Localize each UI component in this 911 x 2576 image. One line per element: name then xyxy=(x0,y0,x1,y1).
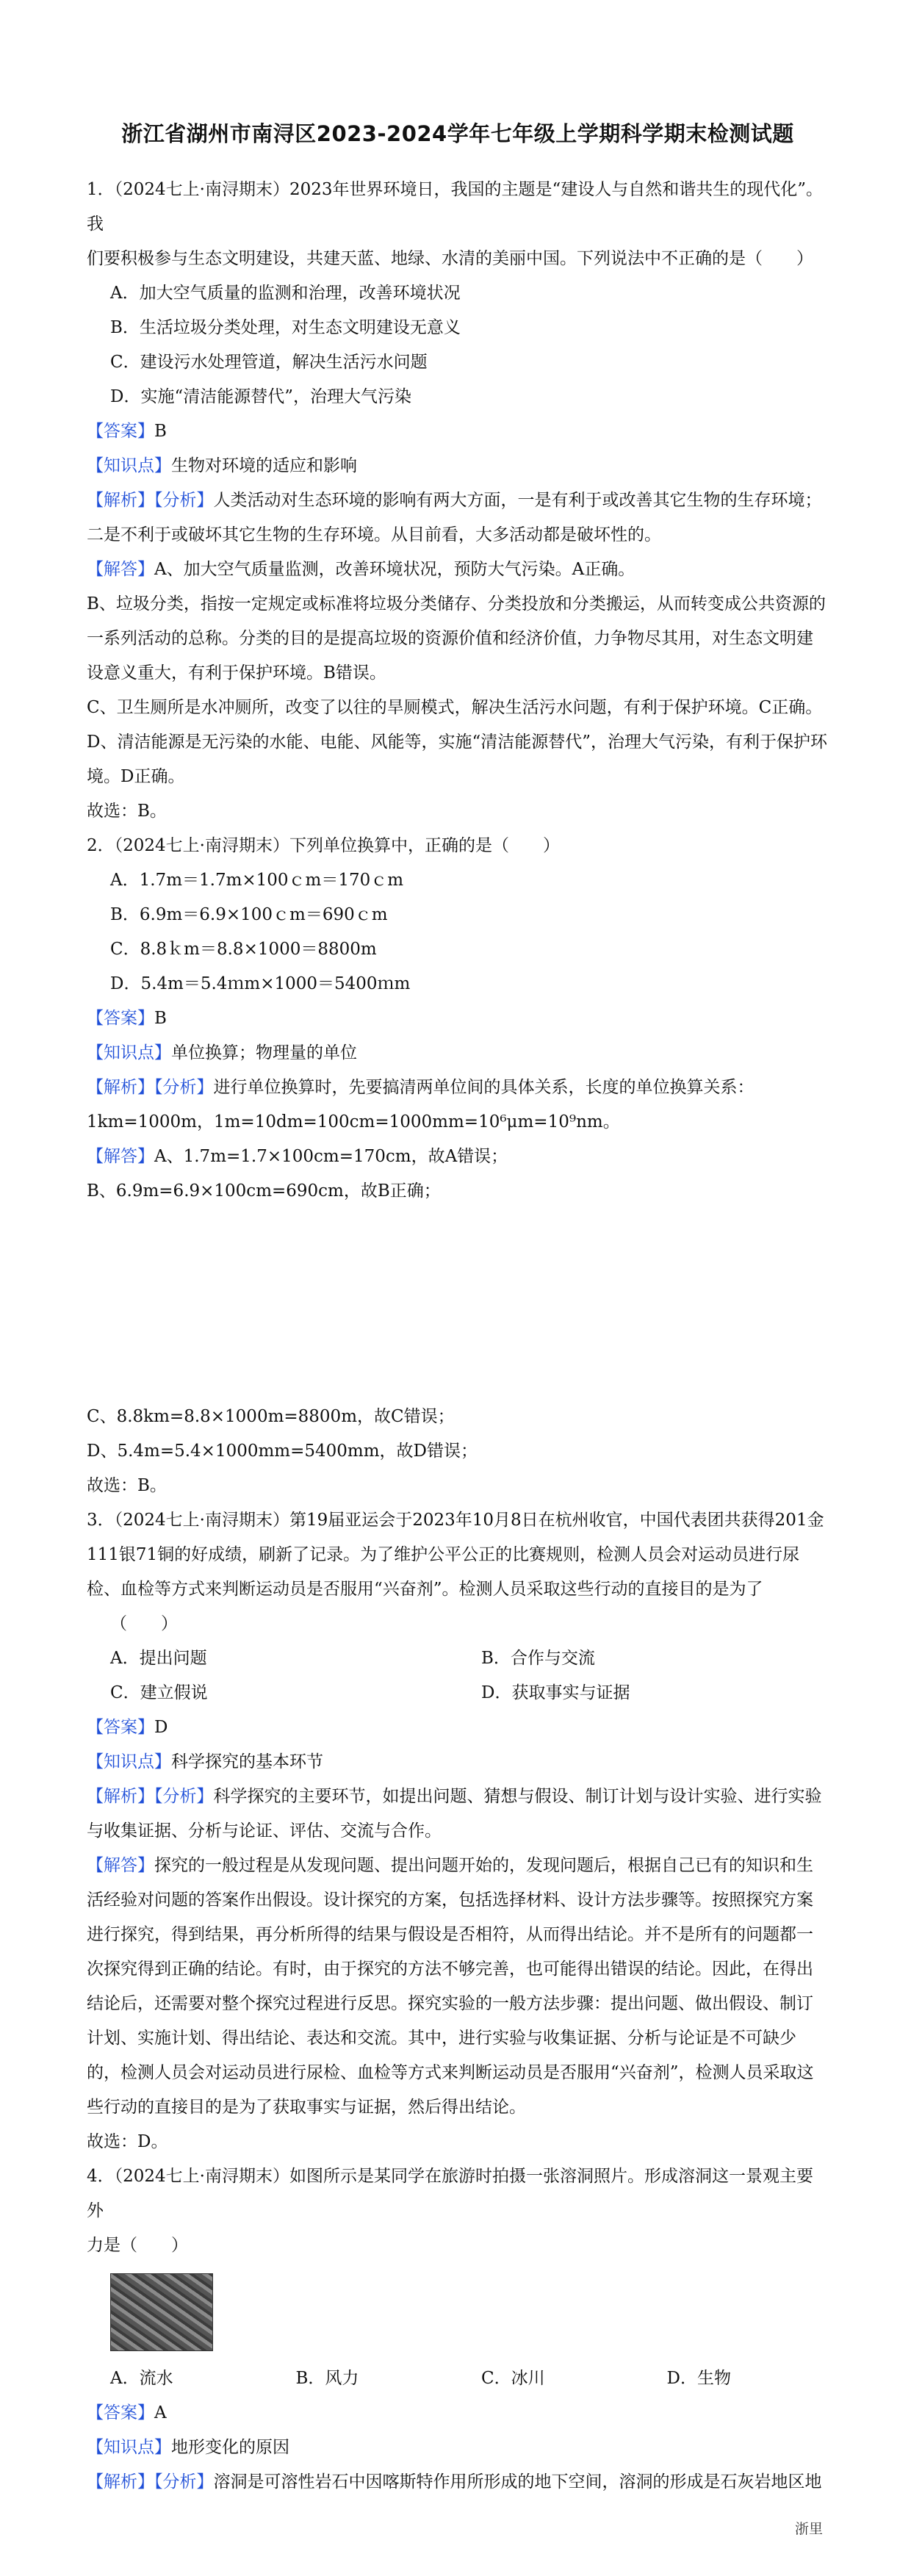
analysis-tag: 【解析】【分析】 xyxy=(87,1787,214,1806)
q1-line: 境。D正确。 xyxy=(87,767,185,786)
q3-option-b: B．合作与交流 xyxy=(481,1649,595,1668)
q2-solution-text: A、1.7m=1.7×100cm=170cm，故A错误； xyxy=(154,1147,508,1166)
q3-analysis-text: 科学探究的主要环节，如提出问题、猜想与假设、制订计划与设计实验、进行实验 xyxy=(213,1787,822,1806)
q2-option-a: A．1.7m＝1.7m×100ｃm＝170ｃm xyxy=(110,871,404,890)
q1-option-a: A．加大空气质量的监测和治理，改善环境状况 xyxy=(110,284,461,303)
q4-kp-text: 地形变化的原因 xyxy=(171,2438,289,2457)
cave-photo xyxy=(110,2273,213,2351)
q4-analysis-text: 溶洞是可溶性岩石中因喀斯特作用所形成的地下空间，溶洞的形成是石灰岩地区地 xyxy=(213,2472,822,2492)
q4-options-row xyxy=(87,2361,829,2396)
q1-stem-line-1: 1．（2024七上·南浔期末）2023年世界环境日，我国的主题是“建设人与自然和谐共生的现代化”。我 xyxy=(87,180,824,234)
q3-option-d: D．获取事实与证据 xyxy=(481,1683,630,1702)
q3-answer xyxy=(87,1710,829,1745)
solution-tag: 【解答】 xyxy=(87,1147,154,1166)
q3-solution-line-1 xyxy=(87,1849,829,1883)
q1-answer-value: B xyxy=(154,422,167,441)
q4-answer xyxy=(87,2396,829,2431)
q1-stem-line-2: 们要积极参与生态文明建设，共建天蓝、地绿、水清的美丽中国。下列说法中不正确的是（ ） xyxy=(87,249,813,268)
q2-analysis-text: 进行单位换算时，先要搞清两单位间的具体关系，长度的单位换算关系： xyxy=(213,1078,755,1097)
q2-option-d: D．5.4m＝5.4ｍm×1000＝5400ｍm xyxy=(110,974,411,993)
q3-option-a: A．提出问题 xyxy=(110,1649,207,1668)
knowledge-tag: 【知识点】 xyxy=(87,456,171,475)
analysis-tag: 【解析】【分析】 xyxy=(87,1078,214,1097)
answer-tag: 【答案】 xyxy=(87,422,154,441)
answer-tag: 【答案】 xyxy=(87,1009,154,1028)
knowledge-tag: 【知识点】 xyxy=(87,1752,171,1771)
page-title: 浙江省湖州市南浔区2023-2024学年七年级上学期科学期末检测试题 xyxy=(121,121,794,146)
q3-kp-text: 科学探究的基本环节 xyxy=(171,1752,323,1771)
q2-knowledge-point xyxy=(87,1036,829,1071)
q1-solution xyxy=(87,553,829,587)
q2-line: B、6.9m=6.9×100cm=690cm，故B正确； xyxy=(87,1181,441,1201)
analysis-tag: 【解析】【分析】 xyxy=(87,491,214,510)
q3-solution-line: 的，检测人员会对运动员进行尿检、血检等方式来判断运动员是否服用“兴奋剂”，检测人员采取这 xyxy=(87,2063,814,2082)
q2-line: 故选：B。 xyxy=(87,1476,167,1495)
answer-tag: 【答案】 xyxy=(87,1718,154,1737)
q1-line: D、清洁能源是无污染的水能、电能、风能等，实施“清洁能源替代”，治理大气污染，有利于保护环 xyxy=(87,733,827,752)
q1-analysis-line-2: 二是不利于或破坏其它生物的生存环境。从目前看，大多活动都是破坏性的。 xyxy=(87,525,661,544)
q3-stem-line: 检、血检等方式来判断运动员是否服用“兴奋剂”。检测人员采取这些行动的直接目的是为了 xyxy=(87,1580,763,1599)
q1-solution-text: A、加大空气质量监测，改善环境状况，预防大气污染。A正确。 xyxy=(154,560,635,579)
q3-solution-line: 结论后，还需要对整个探究过程进行反思。探究实验的一般方法步骤：提出问题、做出假设、制订 xyxy=(87,1994,813,2013)
answer-tag: 【答案】 xyxy=(87,2403,154,2422)
q4-stem-line: 力是（ ） xyxy=(87,2236,188,2255)
q2-analysis xyxy=(87,1071,829,1105)
q3-analysis-line-2: 与收集证据、分析与论证、评估、交流与合作。 xyxy=(87,1821,442,1841)
q4-stem-line: 4．（2024七上·南浔期末）如图所示是某同学在旅游时拍摄一张溶洞照片。形成溶洞这一景观主要外 xyxy=(87,2167,813,2220)
q3-solution-line: 进行探究，得到结果，再分析所得的结果与假设是否相符，从而得出结论。并不是所有的问题都一 xyxy=(87,1925,813,1944)
q3-stem-line: 111银71铜的好成绩，刷新了记录。为了维护公平公正的比赛规则，检测人员会对运动员进行尿 xyxy=(87,1545,800,1564)
q3-solution-text: 探究的一般过程是从发现问题、提出问题开始的，发现问题后，根据自己已有的知识和生 xyxy=(154,1856,813,1875)
blank-space xyxy=(87,1209,829,1400)
q3-solution-line: 活经验对问题的答案作出假设。设计探究的方案，包括选择材料、设计方法步骤等。按照探究方案 xyxy=(87,1890,813,1910)
q4-answer-value: A xyxy=(154,2403,167,2422)
q3-solution-line: 故选：D。 xyxy=(87,2132,168,2151)
knowledge-tag: 【知识点】 xyxy=(87,2438,171,2457)
document-page xyxy=(87,118,829,2500)
q2-stem: 2．（2024七上·南浔期末）下列单位换算中，正确的是（ ） xyxy=(87,836,560,855)
q1-option-c: C．建设污水处理管道，解决生活污水问题 xyxy=(110,353,428,372)
q1-line: B、垃圾分类，指按一定规定或标准将垃圾分类储存、分类投放和分类搬运，从而转变成公共资源的 xyxy=(87,594,826,614)
q4-option-b: B．风力 xyxy=(295,2369,359,2388)
q4-option-c: C．冰川 xyxy=(481,2369,545,2388)
q4-knowledge-point xyxy=(87,2431,829,2465)
q1-option-d: D．实施“清洁能源替代”，治理大气污染 xyxy=(110,387,411,406)
q2-answer-value: B xyxy=(154,1009,167,1028)
q2-line: D、5.4m=5.4×1000mm=5400mm，故D错误； xyxy=(87,1442,478,1461)
knowledge-tag: 【知识点】 xyxy=(87,1043,171,1062)
q2-formula: 1km=1000m，1m=10dm=100cm=1000mm=10⁶μm=10⁹nm。 xyxy=(87,1112,620,1132)
q3-stem-line: （ ） xyxy=(110,1614,178,1633)
q3-options-row-1 xyxy=(87,1641,829,1676)
q1-line: C、卫生厕所是水冲厕所，改变了以往的旱厕模式，解决生活污水问题，有利于保护环境。C正确。 xyxy=(87,698,823,717)
solution-tag: 【解答】 xyxy=(87,560,154,579)
q4-analysis xyxy=(87,2465,829,2500)
q3-solution-line: 次探究得到正确的结论。有时，由于探究的方法不够完善，也可能得出错误的结论。因此，在得出 xyxy=(87,1960,813,1979)
q3-stem-line: 3．（2024七上·南浔期末）第19届亚运会于2023年10月8日在杭州收官，中国代表团共获得201金 xyxy=(87,1511,824,1530)
q3-knowledge-point xyxy=(87,1745,829,1780)
q1-kp-text: 生物对环境的适应和影响 xyxy=(171,456,357,475)
q4-option-a: A．流水 xyxy=(110,2369,173,2388)
q1-option-b: B．生活垃圾分类处理，对生态文明建设无意义 xyxy=(110,318,461,337)
q3-option-c: C．建立假说 xyxy=(110,1683,208,1702)
q1-analysis-text: 人类活动对生态环境的影响有两大方面，一是有利于或改善其它生物的生存环境； xyxy=(213,491,822,510)
q1-line: 设意义重大，有利于保护环境。B错误。 xyxy=(87,663,386,683)
q3-options-row-2 xyxy=(87,1676,829,1710)
q1-line: 故选：B。 xyxy=(87,802,167,821)
q1-analysis-line-1 xyxy=(87,483,829,518)
q2-line: C、8.8km=8.8×1000m=8800m，故C错误； xyxy=(87,1407,455,1426)
q3-answer-value: D xyxy=(154,1718,168,1737)
solution-tag: 【解答】 xyxy=(87,1856,154,1875)
q1-line: 一系列活动的总称。分类的目的是提高垃圾的资源价值和经济价值，力争物尽其用，对生态文明建 xyxy=(87,629,813,648)
q2-answer xyxy=(87,1001,829,1036)
q3-analysis-line-1 xyxy=(87,1780,829,1814)
q2-option-b: B．6.9m＝6.9×100ｃm＝690ｃm xyxy=(110,905,388,924)
q3-solution-line: 计划、实施计划、得出结论、表达和交流。其中，进行实验与收集证据、分析与论证是不可缺少 xyxy=(87,2029,796,2048)
analysis-tag: 【解析】【分析】 xyxy=(87,2472,214,2492)
q2-solution xyxy=(87,1140,829,1174)
q2-kp-text: 单位换算；物理量的单位 xyxy=(171,1043,357,1062)
q2-option-c: C．8.8ｋm＝8.8×1000＝8800m xyxy=(110,940,377,959)
q1-knowledge-point xyxy=(87,449,829,483)
q1-answer xyxy=(87,414,829,449)
q3-solution-line: 些行动的直接目的是为了获取事实与证据，然后得出结论。 xyxy=(87,2098,526,2117)
q4-option-d: D．生物 xyxy=(666,2369,731,2388)
page-footer: 浙里 xyxy=(794,2521,823,2537)
